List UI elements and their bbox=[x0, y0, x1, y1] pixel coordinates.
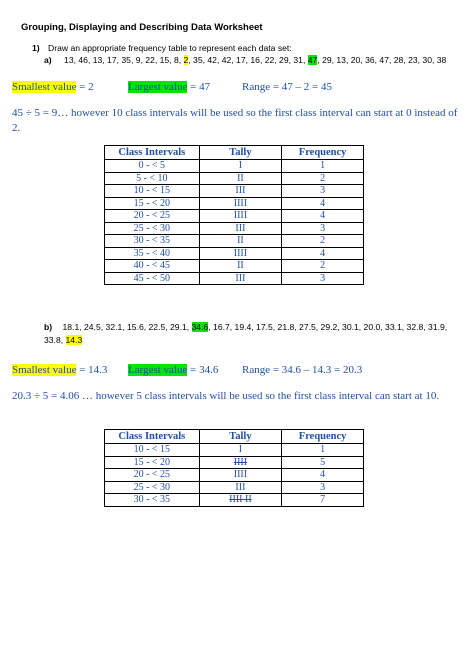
tally-cell: I bbox=[199, 160, 282, 173]
part-b-label: b) bbox=[44, 322, 53, 332]
part-a-smallest-highlight: 2 bbox=[183, 55, 189, 65]
tally-cell: III bbox=[199, 185, 282, 198]
table-row bbox=[105, 235, 364, 248]
part-a-data-start: 13, 46, 13, 17, 35, 9, 22, 15, 8, bbox=[64, 55, 182, 65]
tally-cell: I bbox=[199, 444, 282, 457]
class-intervals-header: Class Intervals bbox=[105, 430, 200, 444]
class-interval-cell: 40 - < 45 bbox=[105, 260, 200, 273]
tally-cell: II bbox=[199, 260, 282, 273]
class-intervals-header: Class Intervals bbox=[105, 146, 200, 160]
table-row bbox=[105, 160, 364, 173]
part-b-largest bbox=[128, 364, 218, 376]
part-a-data bbox=[44, 55, 446, 65]
class-interval-cell: 15 - < 20 bbox=[105, 197, 200, 210]
part-b-data-start: 18.1, 24.5, 32.1, 15.6, 22.5, 29.1, bbox=[62, 322, 190, 332]
part-a-explanation: 45 ÷ 5 = 9… however 10 class intervals will be used so the first class interval can start at 0 instead of 2. bbox=[12, 107, 458, 134]
largest-value: = 34.6 bbox=[187, 364, 219, 376]
table-row bbox=[105, 197, 364, 210]
frequency-cell: 4 bbox=[282, 210, 364, 223]
frequency-cell: 2 bbox=[282, 235, 364, 248]
table-row bbox=[105, 222, 364, 235]
part-a-smallest bbox=[12, 81, 94, 93]
largest-label: Largest value bbox=[128, 81, 188, 93]
frequency-cell: 4 bbox=[282, 197, 364, 210]
tally-cell: III bbox=[199, 272, 282, 285]
class-interval-cell: 0 - < 5 bbox=[105, 160, 200, 173]
table-row bbox=[105, 494, 364, 507]
tally-header: Tally bbox=[199, 146, 282, 160]
frequency-cell: 4 bbox=[282, 469, 364, 482]
table-row bbox=[105, 260, 364, 273]
tally-cell bbox=[199, 494, 282, 507]
page-title: Grouping, Displaying and Describing Data Worksheet bbox=[21, 22, 263, 33]
table-row bbox=[105, 210, 364, 223]
table-header-row bbox=[105, 146, 364, 160]
largest-value: = 47 bbox=[187, 81, 211, 93]
table-row bbox=[105, 481, 364, 494]
tally-cell: IIII bbox=[199, 469, 282, 482]
question-1 bbox=[32, 43, 292, 53]
class-interval-cell: 35 - < 40 bbox=[105, 247, 200, 260]
tally-cell: III bbox=[199, 222, 282, 235]
frequency-cell: 2 bbox=[282, 260, 364, 273]
class-interval-cell: 20 - < 25 bbox=[105, 469, 200, 482]
part-a-label: a) bbox=[44, 55, 52, 65]
frequency-cell: 5 bbox=[282, 456, 364, 469]
largest-label: Largest value bbox=[128, 364, 188, 376]
class-interval-cell: 45 - < 50 bbox=[105, 272, 200, 285]
tally-header: Tally bbox=[199, 430, 282, 444]
range-text: Range = 34.6 – 14.3 = 20.3 bbox=[242, 364, 363, 376]
question-instruction: Draw an appropriate frequency table to represent each data set: bbox=[48, 43, 292, 53]
tally-group: IIII bbox=[233, 456, 248, 468]
tally-cell: II bbox=[199, 172, 282, 185]
table-row bbox=[105, 272, 364, 285]
table-row bbox=[105, 172, 364, 185]
frequency-table-b bbox=[104, 429, 364, 507]
tally-cell: II bbox=[199, 235, 282, 248]
table-row bbox=[105, 456, 364, 469]
tally-cell: IIII bbox=[199, 247, 282, 260]
smallest-value: = 14.3 bbox=[76, 364, 108, 376]
part-b-smallest-highlight: 14.3 bbox=[65, 335, 83, 345]
frequency-cell: 1 bbox=[282, 444, 364, 457]
question-number: 1) bbox=[32, 43, 40, 53]
tally-cell: III bbox=[199, 481, 282, 494]
part-a-data-end: , 29, 13, 20, 36, 47, 28, 23, 30, 38 bbox=[317, 55, 447, 65]
table-row bbox=[105, 444, 364, 457]
frequency-cell: 3 bbox=[282, 272, 364, 285]
part-b-smallest bbox=[12, 364, 107, 376]
part-a-data-middle: , 35, 42, 42, 17, 16, 22, 29, 31, bbox=[188, 55, 306, 65]
frequency-table-a bbox=[104, 145, 364, 285]
part-a-largest-highlight: 47 bbox=[307, 55, 318, 65]
class-interval-cell: 5 - < 10 bbox=[105, 172, 200, 185]
smallest-label: Smallest value bbox=[12, 81, 77, 93]
class-interval-cell: 25 - < 30 bbox=[105, 481, 200, 494]
part-b-data-middle: , 16.7, 19.4, 17.5, 21.8, 27.5, 29.2, 30.1, 20.0, 33.1, 32.8, 31.9, 33.8, bbox=[44, 322, 448, 345]
frequency-cell: 7 bbox=[282, 494, 364, 507]
frequency-cell: 3 bbox=[282, 222, 364, 235]
frequency-cell: 3 bbox=[282, 185, 364, 198]
tally-cell: IIII bbox=[199, 197, 282, 210]
class-interval-cell: 15 - < 20 bbox=[105, 456, 200, 469]
table-row bbox=[105, 469, 364, 482]
table-row bbox=[105, 247, 364, 260]
class-interval-cell: 10 - < 15 bbox=[105, 185, 200, 198]
table-header-row bbox=[105, 430, 364, 444]
tally-group: IIII II bbox=[229, 494, 252, 506]
smallest-label: Smallest value bbox=[12, 364, 77, 376]
class-interval-cell: 20 - < 25 bbox=[105, 210, 200, 223]
frequency-header: Frequency bbox=[282, 146, 364, 160]
class-interval-cell: 10 - < 15 bbox=[105, 444, 200, 457]
class-interval-cell: 30 - < 35 bbox=[105, 494, 200, 507]
class-interval-cell: 25 - < 30 bbox=[105, 222, 200, 235]
frequency-cell: 2 bbox=[282, 172, 364, 185]
part-a-largest bbox=[128, 81, 210, 93]
frequency-cell: 1 bbox=[282, 160, 364, 173]
part-b-largest-highlight: 34.6 bbox=[191, 322, 209, 332]
smallest-value: = 2 bbox=[76, 81, 94, 93]
tally-cell: IIII bbox=[199, 210, 282, 223]
frequency-cell: 3 bbox=[282, 481, 364, 494]
frequency-header: Frequency bbox=[282, 430, 364, 444]
range-text: Range = 47 – 2 = 45 bbox=[242, 81, 333, 93]
part-b-explanation: 20.3 ÷ 5 = 4.06 … however 5 class intervals will be used so the first class interval can start at 10. bbox=[12, 390, 440, 402]
tally-cell bbox=[199, 456, 282, 469]
class-interval-cell: 30 - < 35 bbox=[105, 235, 200, 248]
part-b-data bbox=[44, 321, 464, 347]
table-row bbox=[105, 185, 364, 198]
frequency-cell: 4 bbox=[282, 247, 364, 260]
